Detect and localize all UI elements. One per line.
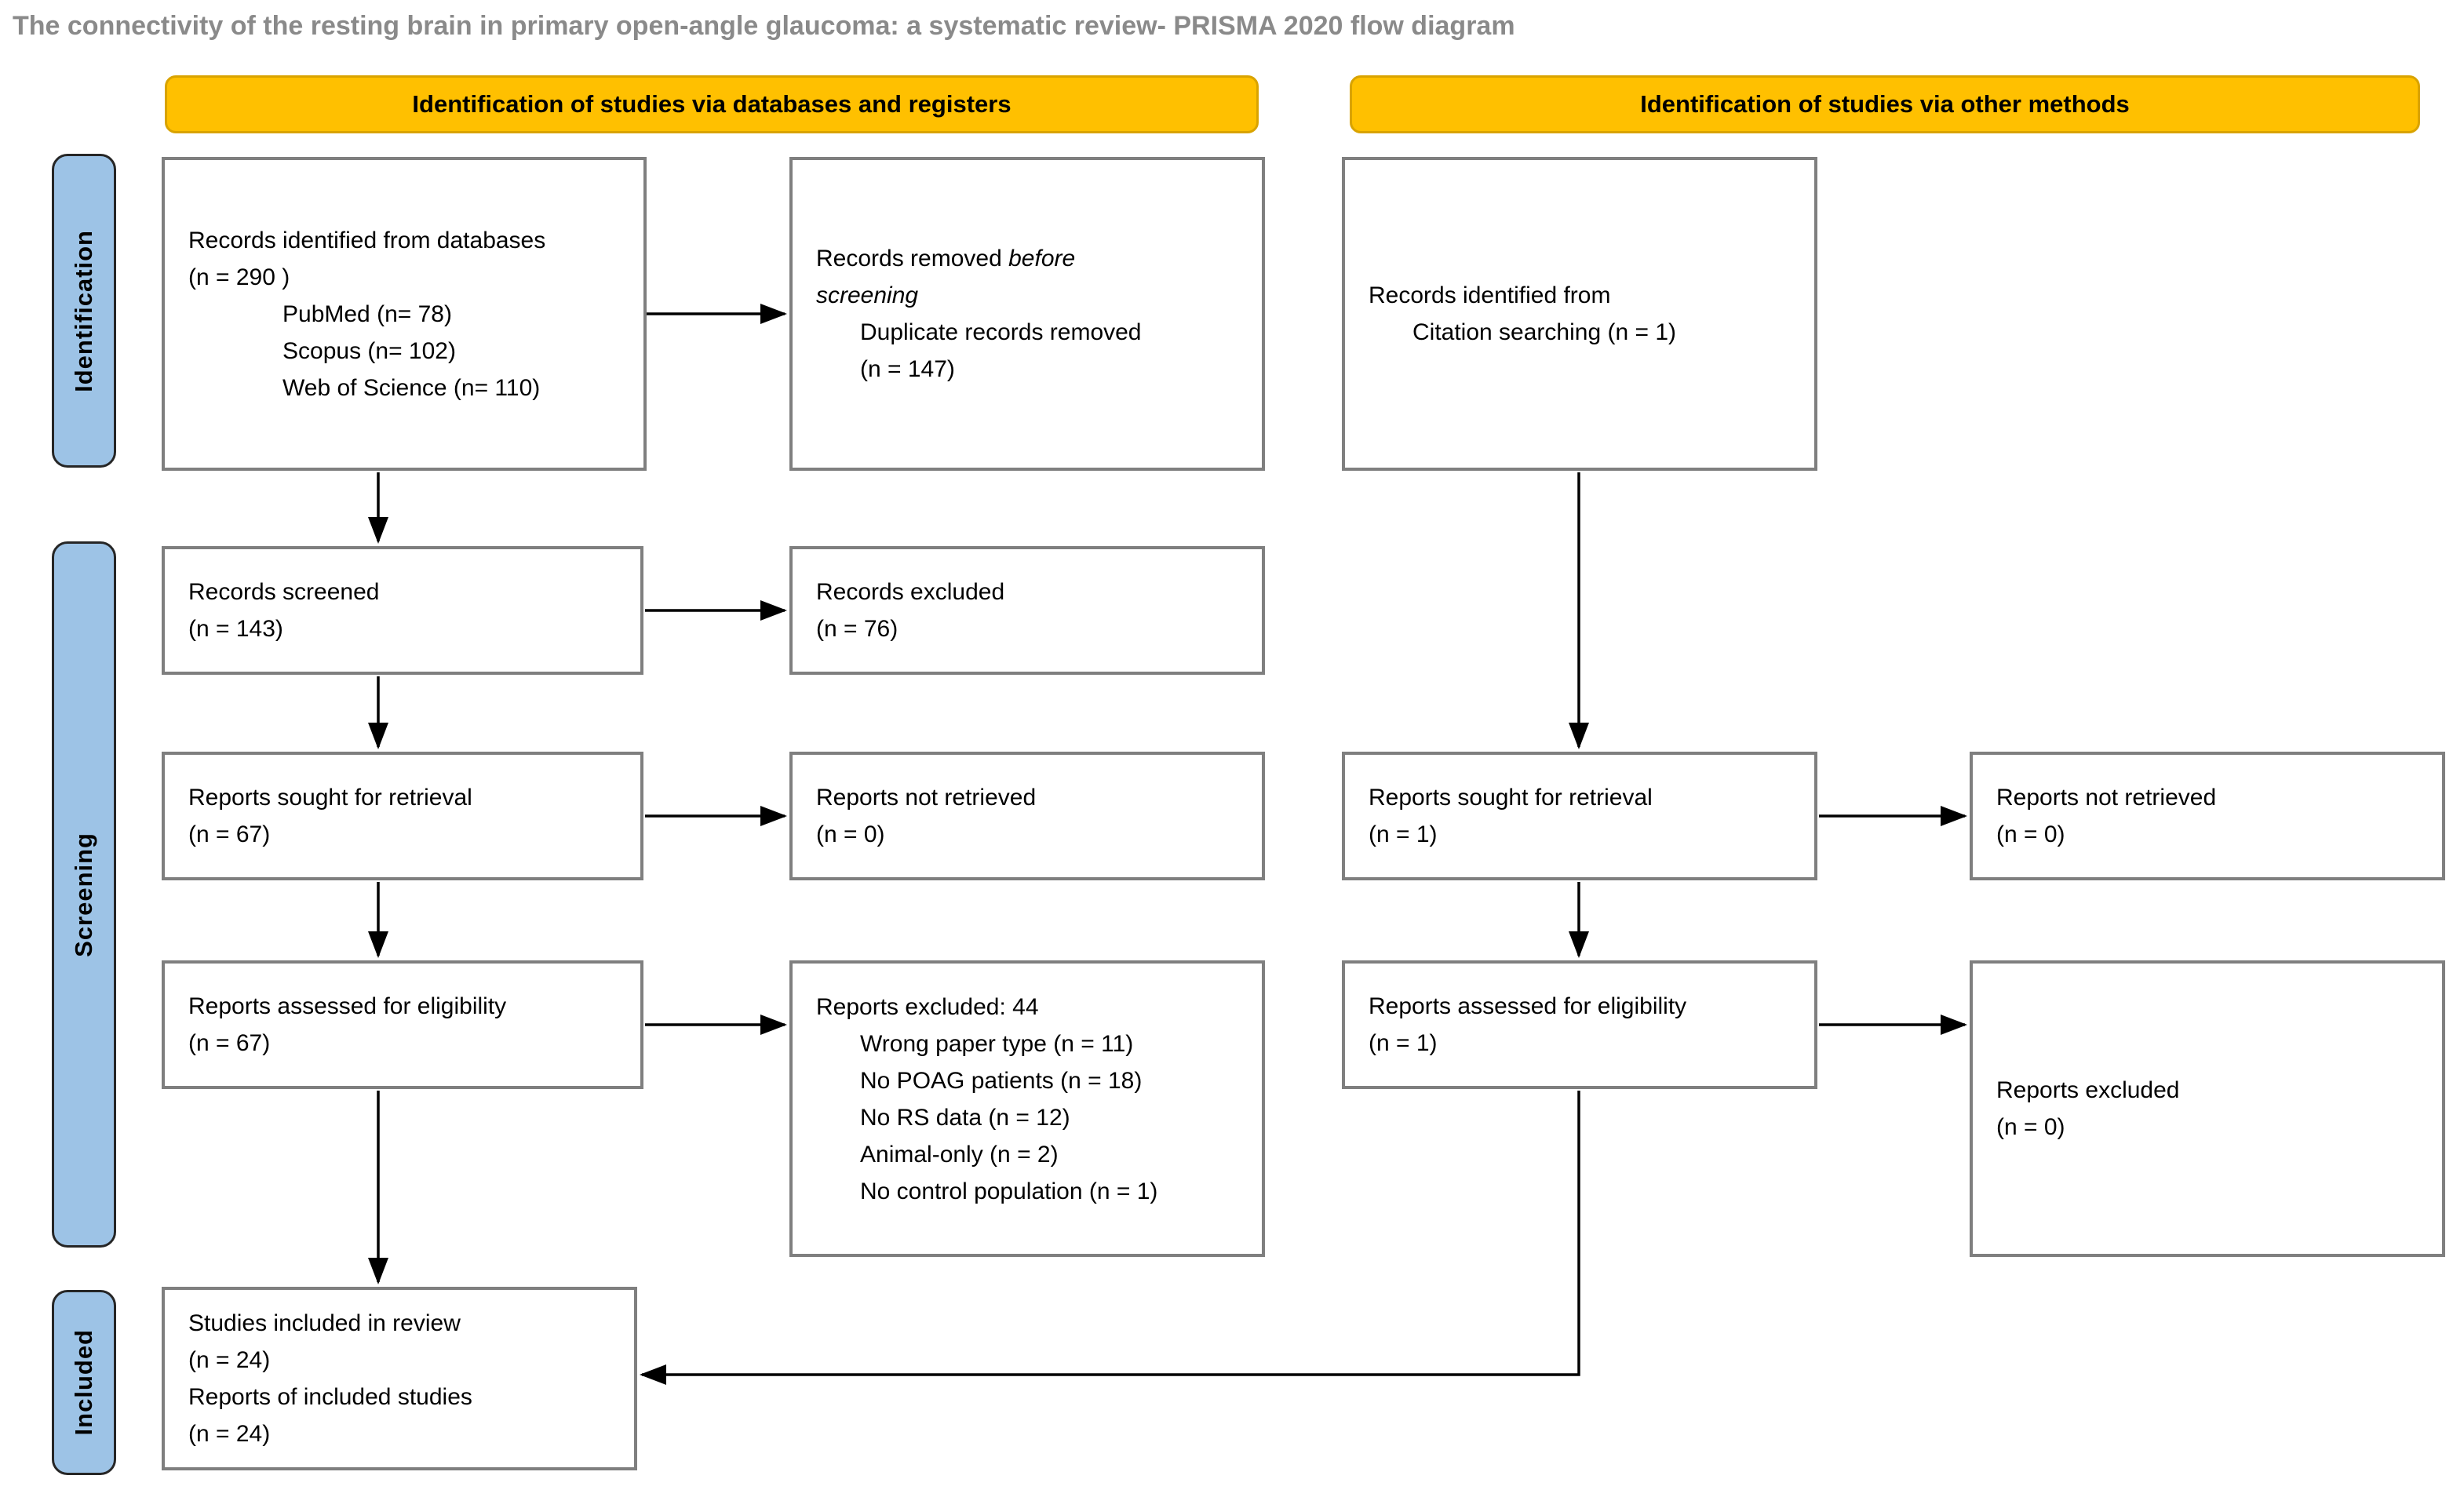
box-records-screened: Records screened (n = 143) xyxy=(162,546,643,675)
header-databases-registers xyxy=(165,75,1259,133)
box-reports-excluded-other: Reports excluded (n = 0) xyxy=(1970,960,2445,1257)
box-records-identified-citation: Records identified from Citation searching (n = 1) xyxy=(1342,157,1817,471)
box-reports-not-retrieved-databases: Reports not retrieved (n = 0) xyxy=(789,752,1265,880)
box-reports-assessed-databases: Reports assessed for eligibility (n = 67) xyxy=(162,960,643,1089)
box-records-removed-before-screening: Records removed before screening Duplicate records removed (n = 147) xyxy=(789,157,1265,471)
box-reports-sought-other: Reports sought for retrieval (n = 1) xyxy=(1342,752,1817,880)
header-databases-registers-label: Identification of studies via databases and registers xyxy=(412,90,1011,118)
box-reports-sought-databases: Reports sought for retrieval (n = 67) xyxy=(162,752,643,880)
header-other-methods-label: Identification of studies via other methods xyxy=(1640,90,2130,118)
box-studies-included: Studies included in review (n = 24) Reports of included studies (n = 24) xyxy=(162,1287,637,1470)
page-title: The connectivity of the resting brain in primary open-angle glaucoma: a systematic review- PRISMA 2020 flow diagram xyxy=(13,11,1515,41)
stage-label-identification: Identification xyxy=(52,154,116,468)
box-reports-assessed-other: Reports assessed for eligibility (n = 1) xyxy=(1342,960,1817,1089)
box-reports-not-retrieved-other: Reports not retrieved (n = 0) xyxy=(1970,752,2445,880)
stage-label-screening: Screening xyxy=(52,541,116,1248)
box-reports-excluded-reasons: Reports excluded: 44 Wrong paper type (n = 11) No POAG patients (n = 18) No RS data (n = 12) Animal-only (n = 2) No control population (n = 1) xyxy=(789,960,1265,1257)
box-records-identified-databases: Records identified from databases (n = 290 ) PubMed (n= 78) Scopus (n= 102) Web of Science (n= 110) xyxy=(162,157,647,471)
stage-label-included: Included xyxy=(52,1290,116,1475)
header-other-methods xyxy=(1350,75,2420,133)
box-records-excluded: Records excluded (n = 76) xyxy=(789,546,1265,675)
